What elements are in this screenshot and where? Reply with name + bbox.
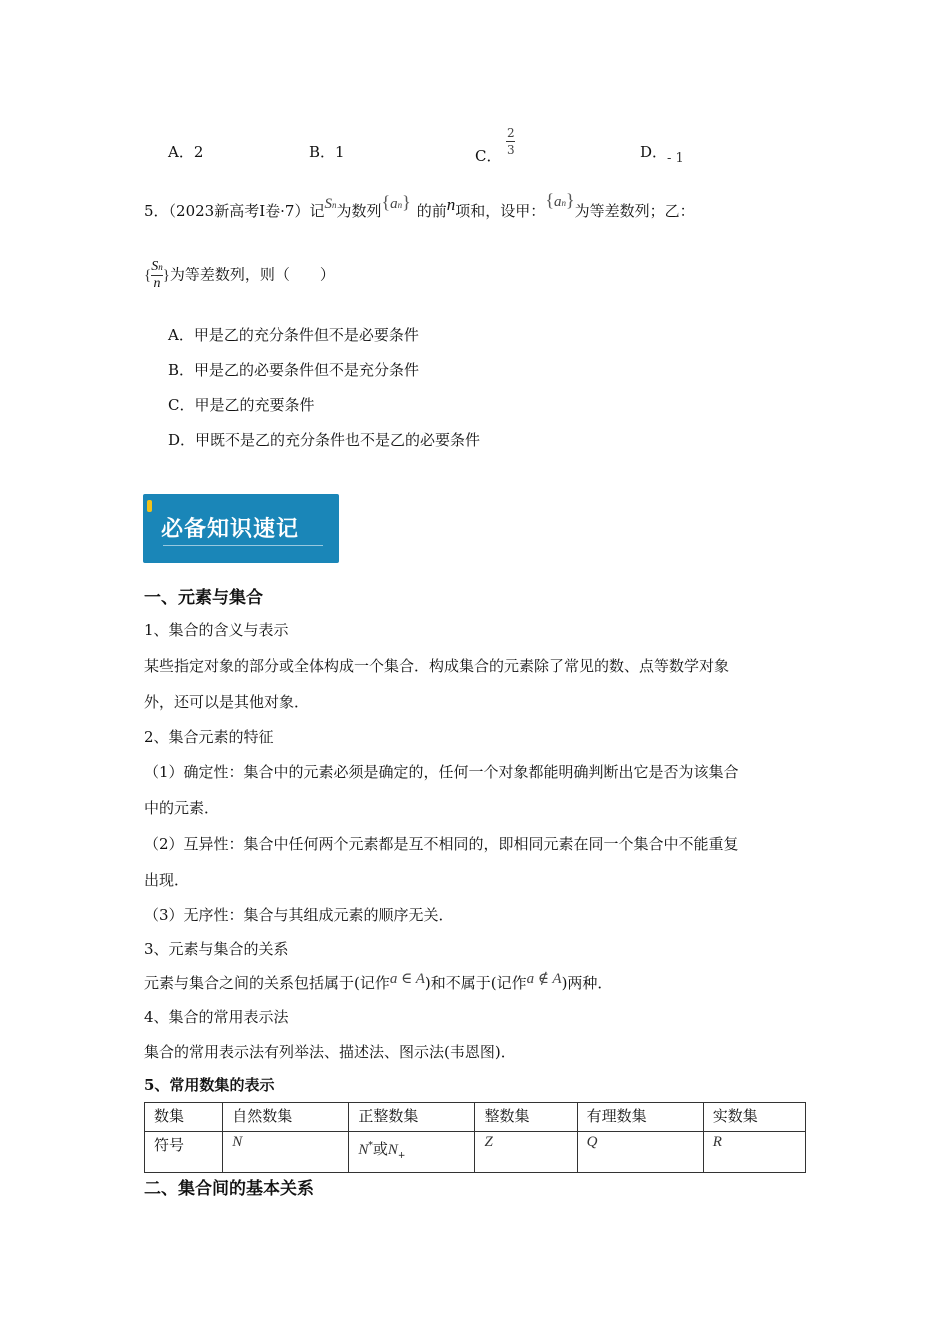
table-header-cell: 数集 (145, 1103, 223, 1132)
paragraph: （2）互异性：集合中任何两个元素都是互不相同的，即相同元素在同一个集合中不能重复 (144, 835, 739, 853)
math-not-element-of: a ∉ A (526, 971, 562, 987)
number-sets-table (144, 1102, 806, 1173)
brace-left: { (545, 190, 554, 210)
fraction-S-over-n (151, 260, 163, 291)
brace-right: } (565, 190, 575, 210)
table-row (145, 1103, 806, 1132)
fraction-numerator (151, 260, 163, 274)
brace-right: } (162, 267, 170, 284)
stem-text: 的前 (416, 202, 447, 220)
table-header-cell: 整数集 (475, 1103, 577, 1132)
q5-option-b: B．甲是乙的必要条件但不是充分条件 (168, 361, 420, 379)
math-a: a (553, 194, 562, 210)
paragraph: 某些指定对象的部分或全体构成一个集合．构成集合的元素除了常见的数、点等数学对象 (144, 657, 730, 675)
table-header-cell: 有理数集 (577, 1103, 703, 1132)
table-cell: N (223, 1132, 349, 1173)
question-source: （2023新高考Ⅰ卷·7） (168, 202, 310, 220)
paragraph: 中的元素． (144, 799, 220, 817)
math-subscript: + (397, 1151, 406, 1161)
section-heading-1: 一、元素与集合 (144, 588, 263, 608)
math-N: N (387, 1142, 398, 1158)
fraction-bar (506, 141, 515, 142)
math-sequence-a (545, 190, 575, 210)
math-sequence-a (381, 192, 411, 212)
math-a: a (390, 196, 398, 212)
subsection-title-4: 4、集合的常用表示法 (144, 1008, 289, 1026)
math-sub-n: n (561, 198, 566, 208)
q5-option-d: D．甲既不是乙的充分条件也不是乙的必要条件 (168, 431, 481, 449)
brace-right: } (402, 192, 411, 212)
fraction (506, 126, 515, 157)
table-header-cell: 实数集 (703, 1103, 805, 1132)
fraction-numerator: 2 (506, 126, 515, 140)
table-row (145, 1132, 806, 1173)
subsection-title-2: 2、集合元素的特征 (144, 728, 274, 746)
math-S: S (324, 196, 332, 212)
option-label: D． (640, 143, 668, 161)
q5-stem-line1 (144, 190, 695, 221)
math-sub-n: n (397, 200, 403, 210)
table-cell: Q (577, 1132, 703, 1173)
question-number: 5． (144, 202, 169, 220)
q4-option-a (168, 141, 203, 162)
math-sub-n: n (158, 262, 163, 272)
stem-text: 为等差数列，则（ ） (169, 265, 335, 284)
math-n: n (446, 195, 456, 214)
brace-left: { (381, 192, 391, 212)
math-superscript: * (368, 1141, 373, 1151)
table-cell: R (703, 1132, 805, 1173)
subsection-title-3: 3、元素与集合的关系 (144, 940, 289, 958)
option-label: B． (309, 143, 336, 161)
paragraph: （1）确定性：集合中的元素必须是确定的，任何一个对象都能明确判断出它是否为该集合 (144, 763, 739, 781)
paragraph: 外，还可以是其他对象． (144, 693, 310, 711)
math-element-of: a ∈ A (389, 971, 425, 987)
stem-text: 为数列 (336, 202, 382, 220)
q4-option-b (309, 141, 345, 162)
math-sub-n: n (331, 200, 337, 210)
fraction-denominator: 3 (506, 143, 515, 157)
q5-option-c: C．甲是乙的充要条件 (168, 396, 315, 414)
option-value: - 1 (667, 151, 684, 166)
paragraph: 集合的常用表示法有列举法、描述法、图示法(韦恩图)． (144, 1043, 516, 1061)
q4-option-d (640, 141, 684, 166)
option-value: 1 (335, 143, 345, 161)
subsection-title-5: 5、常用数集的表示 (144, 1076, 275, 1094)
banner-title: 必备知识速记 (161, 517, 300, 542)
table-header-cell: 正整数集 (349, 1103, 475, 1132)
subsection-title-1: 1、集合的含义与表示 (144, 621, 289, 639)
text: 或 (372, 1140, 388, 1158)
q5-option-a: A．甲是乙的充分条件但不是必要条件 (168, 326, 419, 344)
stem-text: 项和，设甲： (455, 202, 546, 220)
table-cell (349, 1132, 475, 1173)
option-value: 2 (193, 143, 204, 161)
option-label: C． (475, 146, 502, 165)
math-S: S (151, 259, 159, 274)
text: )两种． (561, 974, 613, 992)
paragraph: 出现． (144, 871, 190, 889)
q4-option-c (475, 126, 515, 165)
text: )和不属于(记作 (424, 974, 527, 992)
banner-underline (163, 545, 323, 546)
table-cell: Z (475, 1132, 577, 1173)
math-N: N (358, 1142, 369, 1158)
stem-text: 为等差数列；乙： (574, 202, 695, 220)
knowledge-banner (143, 494, 339, 563)
fraction-denominator: n (153, 276, 161, 291)
table-header-cell: 自然数集 (223, 1103, 349, 1132)
option-label: A． (168, 143, 194, 161)
banner-tab-marker (147, 500, 152, 512)
table-cell: 符号 (145, 1132, 223, 1173)
text: 元素与集合之间的关系包括属于(记作 (144, 974, 390, 992)
paragraph (144, 972, 612, 993)
section-heading-2: 二、集合间的基本关系 (144, 1179, 314, 1199)
paragraph: （3）无序性：集合与其组成元素的顺序无关． (144, 906, 454, 924)
q5-stem-line2 (144, 260, 335, 291)
stem-text: 记 (309, 202, 325, 220)
brace-left: { (144, 267, 152, 284)
math-S-n (324, 196, 336, 212)
